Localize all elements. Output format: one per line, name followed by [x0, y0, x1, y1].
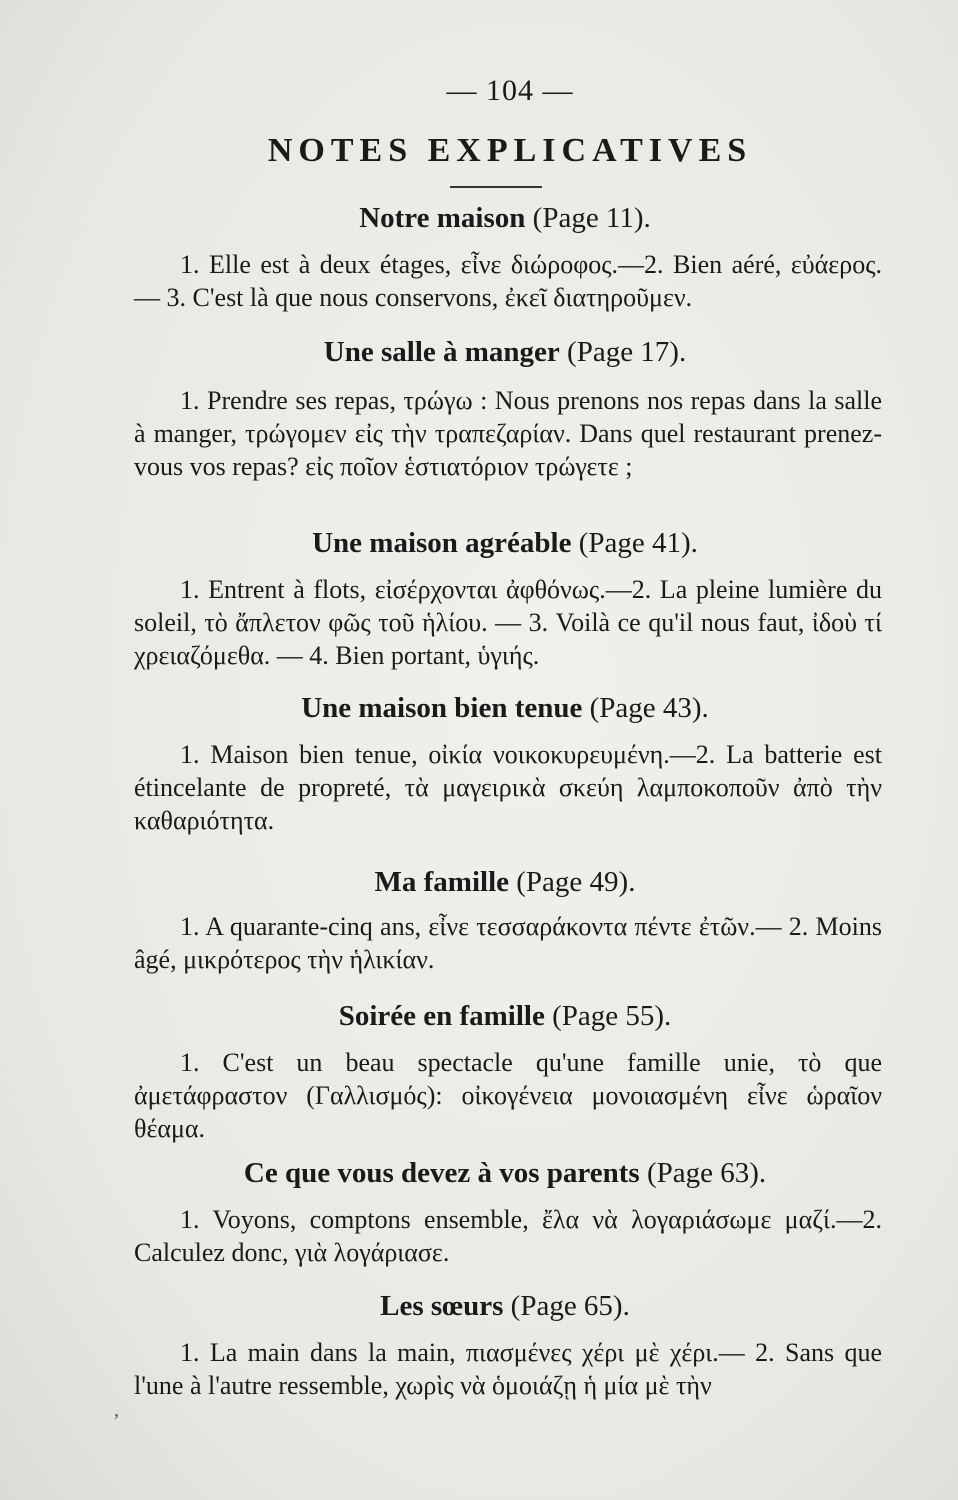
section-heading	[0, 1155, 958, 1191]
page-title: NOTES EXPLICATIVES	[267, 132, 753, 169]
section-text: 1. Voyons, comptons ensemble, ἔλα νὰ λογαριάσωμε μαζί.—2. Calculez donc, γιὰ λογάριασε.	[134, 1205, 882, 1267]
page-reference: (Page 17).	[567, 336, 687, 368]
section-title: Ce que vous devez à vos parents	[243, 1157, 640, 1189]
section-title: Ma famille	[374, 866, 510, 898]
page-reference: (Page 63).	[646, 1157, 767, 1189]
section-title: Une maison agréable	[312, 527, 572, 559]
section-heading	[0, 998, 958, 1034]
section-title: Une salle à manger	[323, 336, 560, 368]
page-reference: (Page 41).	[578, 527, 698, 559]
page-reference: (Page 11).	[532, 202, 651, 234]
page-reference: (Page 55).	[552, 1000, 672, 1032]
section-heading	[0, 200, 958, 236]
section-title: Une maison bien tenue	[301, 692, 583, 724]
page-number: — 104 —	[446, 74, 574, 107]
page-reference: (Page 43).	[589, 692, 709, 724]
section-heading	[0, 690, 958, 726]
section-heading	[0, 864, 958, 900]
margin-mark: ’	[113, 1410, 120, 1432]
section-text: 1. C'est un beau spectacle qu'une famille unie, τὸ que ἀμετάφραστον (Γαλλισμός): οἰκογένεια μονοιασμένη εἶνε ὡραῖον θέαμα.	[134, 1048, 882, 1143]
section-text: 1. Prendre ses repas, τρώγω : Nous prenons nos repas dans la salle à manger, τρώγομεν εἰς τὴν τραπεζαρίαν. Dans quel restaurant prenez-vous vos repas? εἰς ποῖον ἑστιατόριον τρώγετε ;	[134, 386, 882, 481]
section-text: 1. Maison bien tenue, οἰκία νοικοκυρευμένη.—2. La batterie est étincelante de propreté, τὰ μαγειρικὰ σκεύη λαμποκοποῦν ἀπὸ τὴν καθαριότητα.	[134, 740, 882, 835]
section-title: Soirée en famille	[338, 1000, 545, 1032]
section-text: 1. Entrent à flots, εἰσέρχονται ἀφθόνως.—2. La pleine lumière du soleil, τὸ ἄπλετον φῶς τοῦ ἡλίου. — 3. Voilà ce qu'il nous faut, ἰδοὺ τί χρειαζόμεθα. — 4. Bien portant, ὑγιής.	[134, 575, 882, 670]
section-text: 1. Elle est à deux étages, εἶνε διώροφος.—2. Bien aéré, εὐάερος. — 3. C'est là que nous conservons, ἐκεῖ διατηροῦμεν.	[134, 250, 882, 312]
page-reference: (Page 65).	[510, 1290, 630, 1322]
section-heading	[0, 334, 958, 370]
section-text: 1. La main dans la main, πιασμένες χέρι μὲ χέρι.— 2. Sans que l'une à l'autre ressemble, χωρὶς νὰ ὁμοιάζῃ ἡ μία μὲ τὴν	[134, 1338, 882, 1400]
section-text: 1. A quarante-cinq ans, εἶνε τεσσαράκοντα πέντε ἐτῶν.— 2. Moins âgé, μικρότερος τὴν ἡλικίαν.	[134, 912, 882, 974]
section-title: Notre maison	[359, 202, 526, 234]
section-title: Les sœurs	[380, 1290, 504, 1322]
section-heading	[0, 1288, 958, 1324]
title-rule	[450, 186, 542, 188]
section-heading	[0, 525, 958, 561]
page-reference: (Page 49).	[516, 866, 636, 898]
